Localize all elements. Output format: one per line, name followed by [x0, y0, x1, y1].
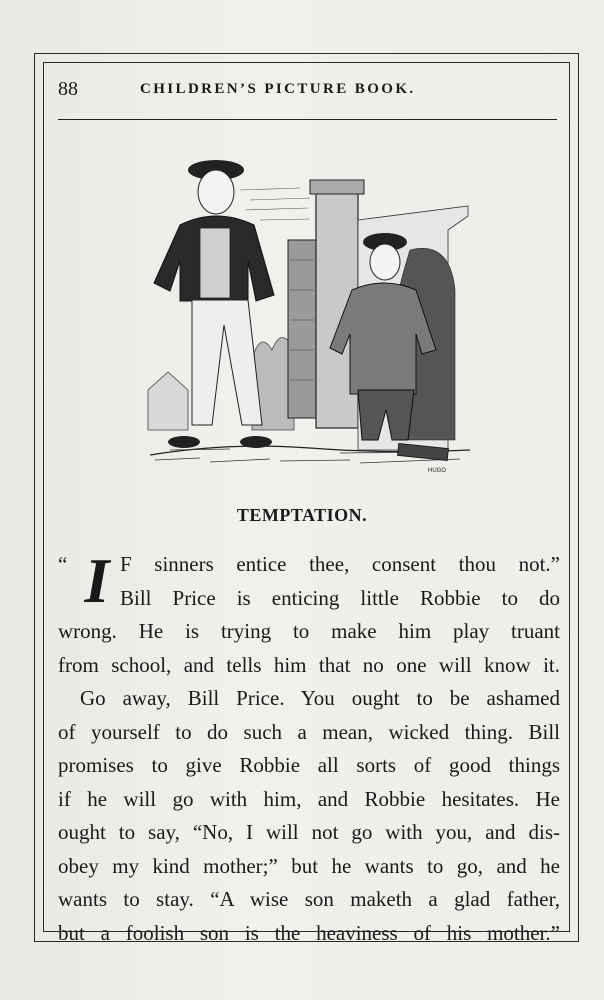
caption-title: TEMPTATION. — [236, 505, 368, 525]
text-line: but a foolish son is the heaviness of his mother.” — [58, 920, 560, 945]
text-line: wants to stay. “A wise son maketh a glad father, — [58, 887, 560, 911]
text-line: if he will go with him, and Robbie hesitates. He — [58, 786, 560, 811]
text-line: Bill Price is enticing little Robbie to do — [120, 585, 560, 610]
text-line: ought to say, “No, I will not go with you, and dis- — [58, 820, 560, 844]
text-line: of yourself to do such a mean, wicked thing. Bill — [58, 719, 560, 744]
text-line: wrong. He is trying to make him play truant — [58, 619, 560, 643]
drop-cap-letter: I — [84, 545, 110, 616]
running-title: CHILDREN’S PICTURE BOOK. — [140, 81, 416, 97]
engraving-illustration-icon — [140, 150, 480, 472]
engraver-signature: HUGO — [428, 468, 446, 472]
opening-quote: “ — [58, 552, 68, 576]
text-line: F sinners entice thee, consent thou not.” — [120, 552, 560, 576]
page-header — [58, 78, 558, 104]
body-text — [58, 545, 560, 950]
text-line: promises to give Robbie all sorts of good things — [58, 753, 560, 777]
header-rule — [58, 119, 557, 120]
text-line: from school, and tells him that no one will know it. — [58, 652, 560, 677]
text-line: obey my kind mother;” but he wants to go, and he — [58, 853, 560, 878]
page-number: 88 — [58, 78, 78, 100]
text-line: Go away, Bill Price. You ought to be ashamed — [80, 686, 560, 710]
